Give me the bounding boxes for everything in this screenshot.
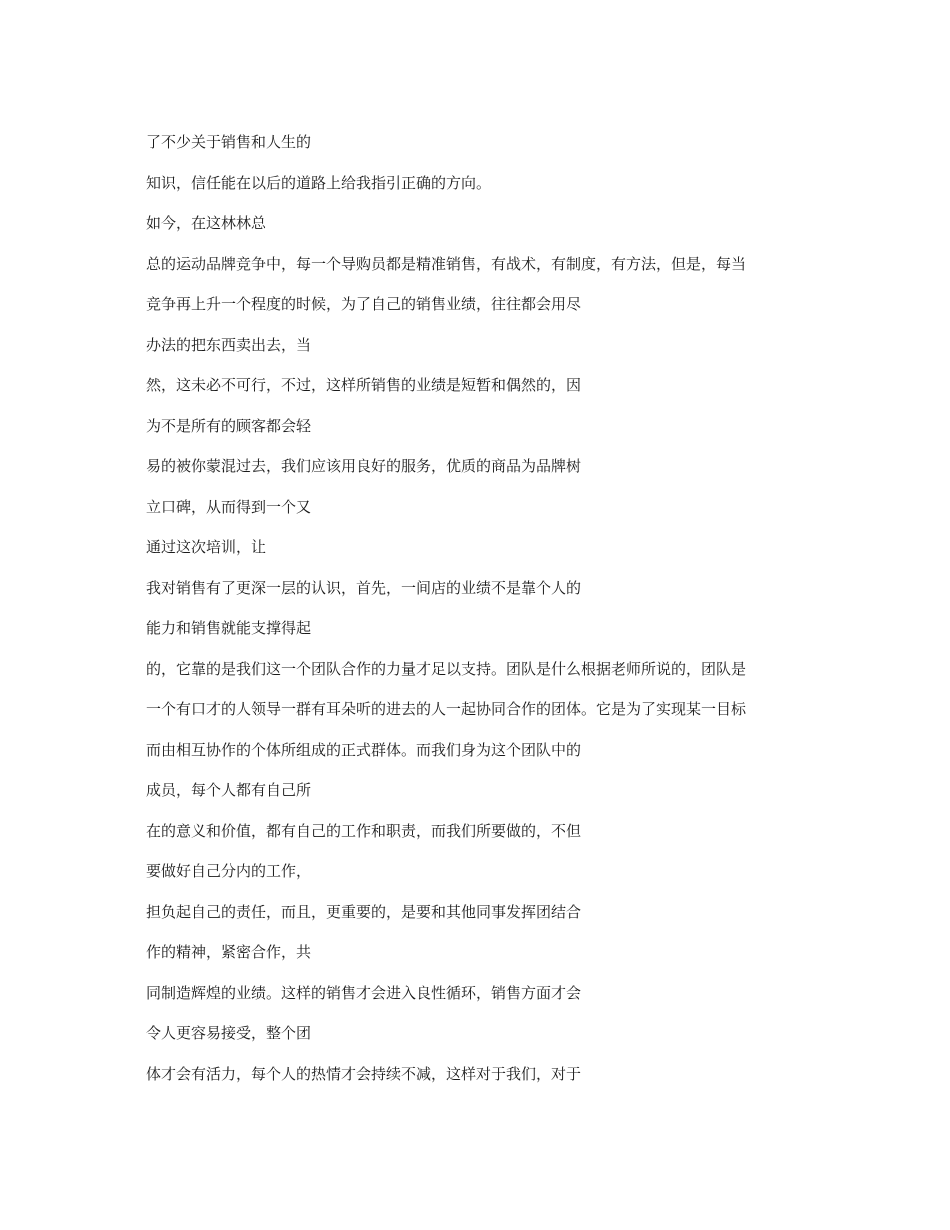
text-line: 成员，每个人都有自己所 (146, 781, 312, 799)
text-line: 知识，信任能在以后的道路上给我指引正确的方向。 (146, 173, 492, 192)
text-line: 为不是所有的顾客都会轻 (146, 416, 312, 435)
text-line: 一个有口才的人领导一群有耳朵听的进去的人一起协同合作的团体。它是为了实现某一目标 (146, 700, 747, 718)
text-line: 易的被你蒙混过去，我们应该用良好的服务，优质的商品为品牌树 (146, 457, 582, 475)
text-line: 总的运动品牌竞争中，每一个导购员都是精准销售，有战术，有制度，有方法，但是，每当 (146, 254, 747, 273)
text-line: 了不少关于销售和人生的 (146, 133, 312, 151)
text-line: 能力和销售就能支撑得起 (146, 619, 312, 637)
text-line: 令人更容易接受，整个团 (146, 1024, 312, 1042)
text-line: 如今，在这林林总 (146, 214, 267, 232)
body-text (146, 127, 826, 1099)
text-line: 担负起自己的责任，而且，更重要的，是要和其他同事发挥团结合 (146, 902, 582, 921)
text-line: 通过这次培训，让 (146, 538, 267, 556)
text-line: 办法的把东西卖出去，当 (146, 335, 312, 354)
text-line: 在的意义和价值，都有自己的工作和职责，而我们所要做的，不但 (146, 821, 582, 840)
text-line: 我对销售有了更深一层的认识，首先，一间店的业绩不是靠个人的 (146, 578, 582, 597)
text-line: 而由相互协作的个体所组成的正式群体。而我们身为这个团队中的 (146, 740, 582, 759)
text-line: 要做好自己分内的工作， (146, 862, 312, 880)
text-line: 立口碑，从而得到一个又 (146, 497, 312, 516)
text-line: 同制造辉煌的业绩。这样的销售才会进入良性循环，销售方面才会 (146, 983, 582, 1002)
text-line: 竞争再上升一个程度的时候，为了自己的销售业绩，往往都会用尽 (146, 295, 582, 313)
text-line: 作的精神，紧密合作，共 (146, 943, 312, 961)
text-line: 的，它靠的是我们这一个团队合作的力量才足以支持。团队是什么根据老师所说的，团队是 (146, 659, 747, 678)
text-line: 然，这未必不可行，不过，这样所销售的业绩是短暂和偶然的，因 (146, 376, 582, 394)
text-line: 体才会有活力，每个人的热情才会持续不减，这样对于我们，对于 (146, 1064, 582, 1083)
